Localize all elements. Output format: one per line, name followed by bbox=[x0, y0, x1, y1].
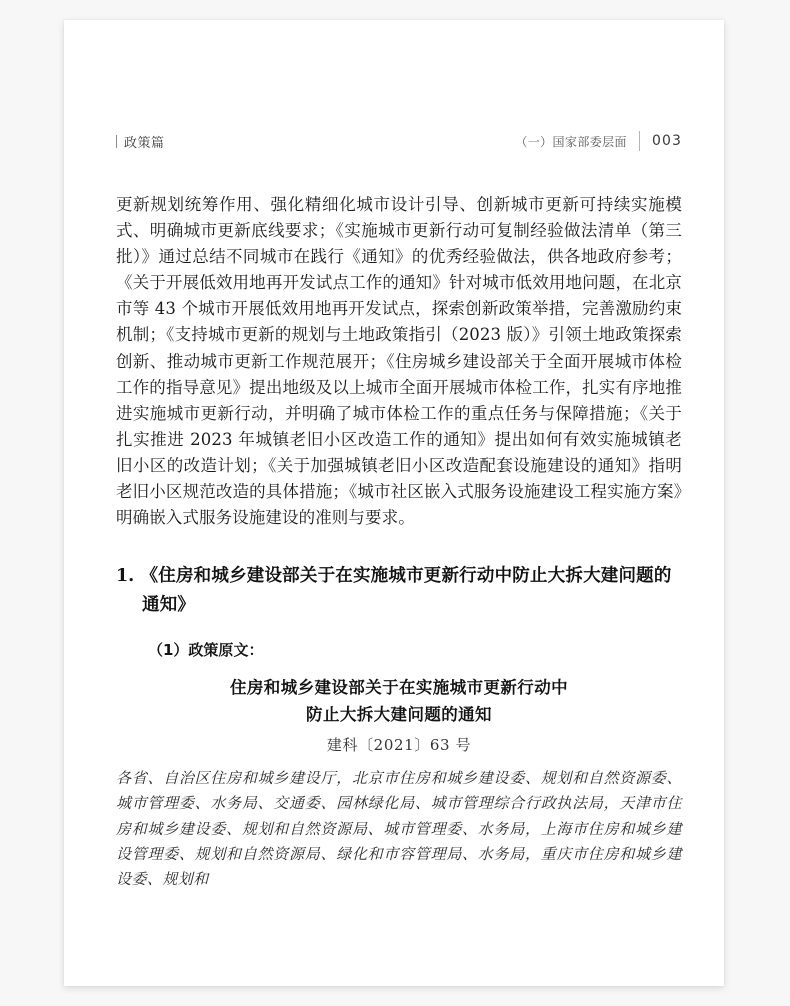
header-divider-rule bbox=[639, 131, 640, 151]
official-title-line-2: 防止大拆大建问题的通知 bbox=[306, 704, 492, 724]
recipients-paragraph: 各省、自治区住房和城乡建设厅，北京市住房和城乡建设委、规划和自然资源委、城市管理委、水务局、交通委、园林绿化局、城市管理综合行政执法局，天津市住房和城乡建设委、规划和自然资源局、城市管理委、水务局，上海市住房和城乡建设管理委、规划和自然资源局、绿化和市容管理局、水务局，重庆市住房和城乡建设委、规划和 bbox=[116, 769, 682, 889]
heading-number: 1. bbox=[116, 566, 135, 587]
text-column bbox=[116, 192, 682, 892]
running-head bbox=[116, 128, 682, 154]
header-section-label: （一）国家部委层面 bbox=[515, 134, 627, 149]
header-accent-rule bbox=[116, 135, 117, 148]
official-document-title bbox=[116, 675, 682, 728]
document-page bbox=[64, 20, 724, 986]
subsection-heading: （1）政策原文： bbox=[148, 641, 264, 660]
numbered-heading bbox=[116, 562, 682, 620]
page-number: 003 bbox=[651, 133, 682, 149]
intro-paragraph: 更新规划统筹作用、强化精细化城市设计引导、创新城市更新可持续实施模式、明确城市更新底线要求；《实施城市更新行动可复制经验做法清单（第三批）》通过总结不同城市在践行《通知》的优秀经验做法，供各地政府参考；《关于开展低效用地再开发试点工作的通知》针对城市低效用地问题，在北京市等 43 个城市开展低效用地再开发试点，探索创新政策举措，完善激励约束机制；《支持城市更新的规划与土地政策指引（2023 版）》引领土地政策探索创新、推动城市更新工作规范展开；《住房城乡建设部关于全面开展城市体检工作的指导意见》提出地级及以上城市全面开展城市体检工作，扎实有序地推进实施城市更新行动，并明确了城市体检工作的重点任务与保障措施；《关于扎实推进 2023 年城镇老旧小区改造工作的通知》提出如何有效实施城镇老旧小区的改造计划；《关于加强城镇老旧小区改造配套设施建设的通知》指明老旧小区规范改造的具体措施；《城市社区嵌入式服务设施建设工程实施方案》明确嵌入式服务设施建设的准则与要求。 bbox=[116, 195, 682, 528]
document-number: 建科〔2021〕63 号 bbox=[326, 736, 472, 755]
heading-title: 《住房和城乡建设部关于在实施城市更新行动中防止大拆大建问题的通知》 bbox=[140, 566, 672, 616]
running-head-left bbox=[116, 132, 165, 151]
running-head-right bbox=[515, 131, 682, 151]
header-part-label: 政策篇 bbox=[124, 135, 165, 151]
official-title-line-1: 住房和城乡建设部关于在实施城市更新行动中 bbox=[230, 678, 568, 698]
